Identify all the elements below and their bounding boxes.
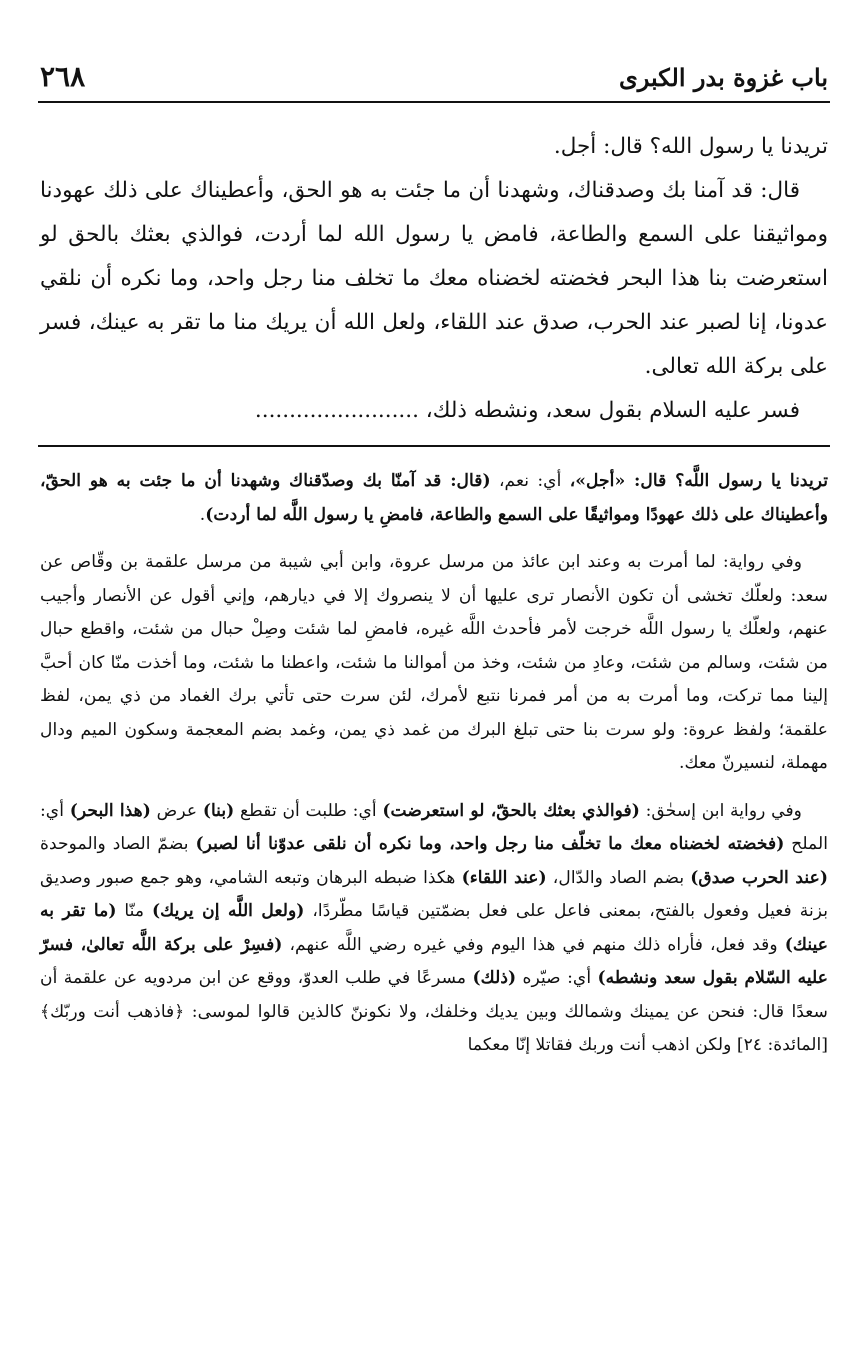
commentary-text: أي: صيّره bbox=[516, 968, 598, 988]
commentary-text: بضم الصاد والدّال، bbox=[546, 867, 691, 888]
chapter-title: باب غزوة بدر الكبرى bbox=[619, 63, 828, 92]
quoted-text: (عند اللقاء) bbox=[461, 867, 547, 888]
quoted-text: (ولعل اللَّه إن يريك) bbox=[152, 901, 305, 921]
header-rule bbox=[38, 101, 830, 103]
commentary-text: بضمّ الصاد والموحدة bbox=[40, 834, 196, 854]
running-header bbox=[38, 60, 830, 101]
commentary-text: مسرعًا في طلب العدوّ، ووقع عن ابن مردويه عن علقمة أن سعدًا قال: فنحن عن يمينك وشمالك وبين يديك وخلفك، ولا نكوننّ كالذين قالوا لموسى: ﴿فاذهب أنت وربّك﴾ [المائدة: ٢٤] ولكن اذهب أنت وربك فقاتلا إنّا معكما bbox=[40, 968, 828, 1055]
commentary-text: منّا bbox=[116, 901, 153, 921]
quoted-text: (عند الحرب صدق) bbox=[690, 867, 829, 888]
main-text-paragraph: قال: قد آمنا بك وصدقناك، وشهدنا أن ما جئت به هو الحق، وأعطيناك على ذلك عهودنا ومواثيقنا على السمع والطاعة، فامض يا رسول الله لما أردت، فوالذي بعثك بالحق لو استعرضت بنا هذا البحر فخضته لخضناه معك ما تخلف منا رجل واحد، وما نكره أن نلقي عدونا، إنا لصبر عند الحرب، صدق عند اللقاء، ولعل الله أن يريك منا ما تقر به عينك، فسر على بركة الله تعالى. bbox=[40, 178, 828, 379]
commentary-text: وفي رواية ابن إسحٰق: bbox=[639, 800, 802, 821]
quoted-text: (ما تقر به عينك) bbox=[40, 901, 829, 955]
main-text-line-1: تريدنا يا رسول الله؟ قال: أجل. bbox=[553, 134, 828, 159]
commentary-text: . bbox=[199, 504, 206, 525]
quoted-text: (ذلك) bbox=[472, 968, 517, 988]
commentary-text: هكذا ضبطه البرهان وتبعه الشامي، وهو جمع صبور وصديق بزنة فعيل وفعول بالفتح، بمعنى فاعل على فعل بضمّتين قياسًا مطّردًا، bbox=[40, 867, 828, 921]
main-text bbox=[38, 125, 830, 433]
quoted-text: (فخضته لخضناه معك ما تخلّف منا رجل واحد، وما نكره أن نلقى عدوّنا أنا لصبر) bbox=[195, 834, 785, 854]
quoted-text: (بنا) bbox=[202, 800, 235, 821]
quoted-text: (هذا البحر) bbox=[69, 800, 151, 821]
commentary-text: أي: نعم، bbox=[490, 471, 570, 491]
page-number: ٢٦٨ bbox=[40, 60, 86, 93]
commentary-paragraph-1 bbox=[40, 465, 828, 532]
quoted-text: تريدنا يا رسول اللَّه؟ قال: «أجل»، bbox=[569, 471, 829, 491]
commentary-text: وقد فعل، فأراه ذلك منهم في هذا اليوم وفي غيره رضي اللَّه عنهم، bbox=[282, 934, 785, 955]
commentary-paragraph-2: وفي رواية: لما أمرت به وعند ابن عائذ من مرسل عروة، وابن أبي شيبة من مرسل علقمة بن وقّاص عن سعد: ولعلّك تخشى أن تكون الأنصار ترى عليها أن لا ينصروك إلا في ديارهم، وإني أقول عن الأنصار وأجيب عنهم، ولعلّك يا رسول اللَّه خرجت لأمر فأحدث اللَّه غيره، فامضِ لما شئت وصِلْ حبال من شئت، واقطع حبال من شئت، وسالم من شئت، وعادِ من شئت، وخذ من أموالنا ما شئت، واعطنا ما شئت، وما أخذت منّا كان أحبَّ إلينا مما تركت، وما أمرت به من أمر فمرنا نتبع لأمرك، لئن سرت حتى تأتي برك الغماد من ذي يمن، لفظ علقمة؛ ولفظ عروة: ولو سرت بنا حتى تبلغ البرك من غمد ذي يمن، وغمد بضم المعجمة وسكون الميم ودال مهملة، لنسيرنّ معك. bbox=[40, 552, 828, 773]
commentary bbox=[38, 465, 830, 1063]
commentary-text: أي: طلبت أن تقطع bbox=[234, 800, 383, 821]
section-divider bbox=[38, 445, 830, 447]
quoted-text: (فوالذي بعثك بالحقّ، لو استعرضت) bbox=[382, 800, 640, 821]
commentary-paragraph-3 bbox=[40, 795, 828, 1063]
quoted-text: (فسِرْ على بركة اللَّه تعالىٰ، فسرّ عليه السّلام بقول سعد ونشطه) bbox=[40, 934, 828, 988]
commentary-text: عرض bbox=[150, 800, 203, 821]
main-text-last-line: فسر عليه السلام بقول سعد، ونشطه ذلك، ........................ bbox=[254, 398, 800, 423]
quoted-text: (قال: قد آمنّا بك وصدّقناك وشهدنا أن ما جئت به هو الحقّ، وأعطيناك على ذلك عهودًا ومواثيقًا على السمع والطاعة، فامضِ يا رسول اللَّه لما أردت) bbox=[40, 471, 828, 525]
commentary-text: أي: الملح bbox=[40, 800, 828, 854]
